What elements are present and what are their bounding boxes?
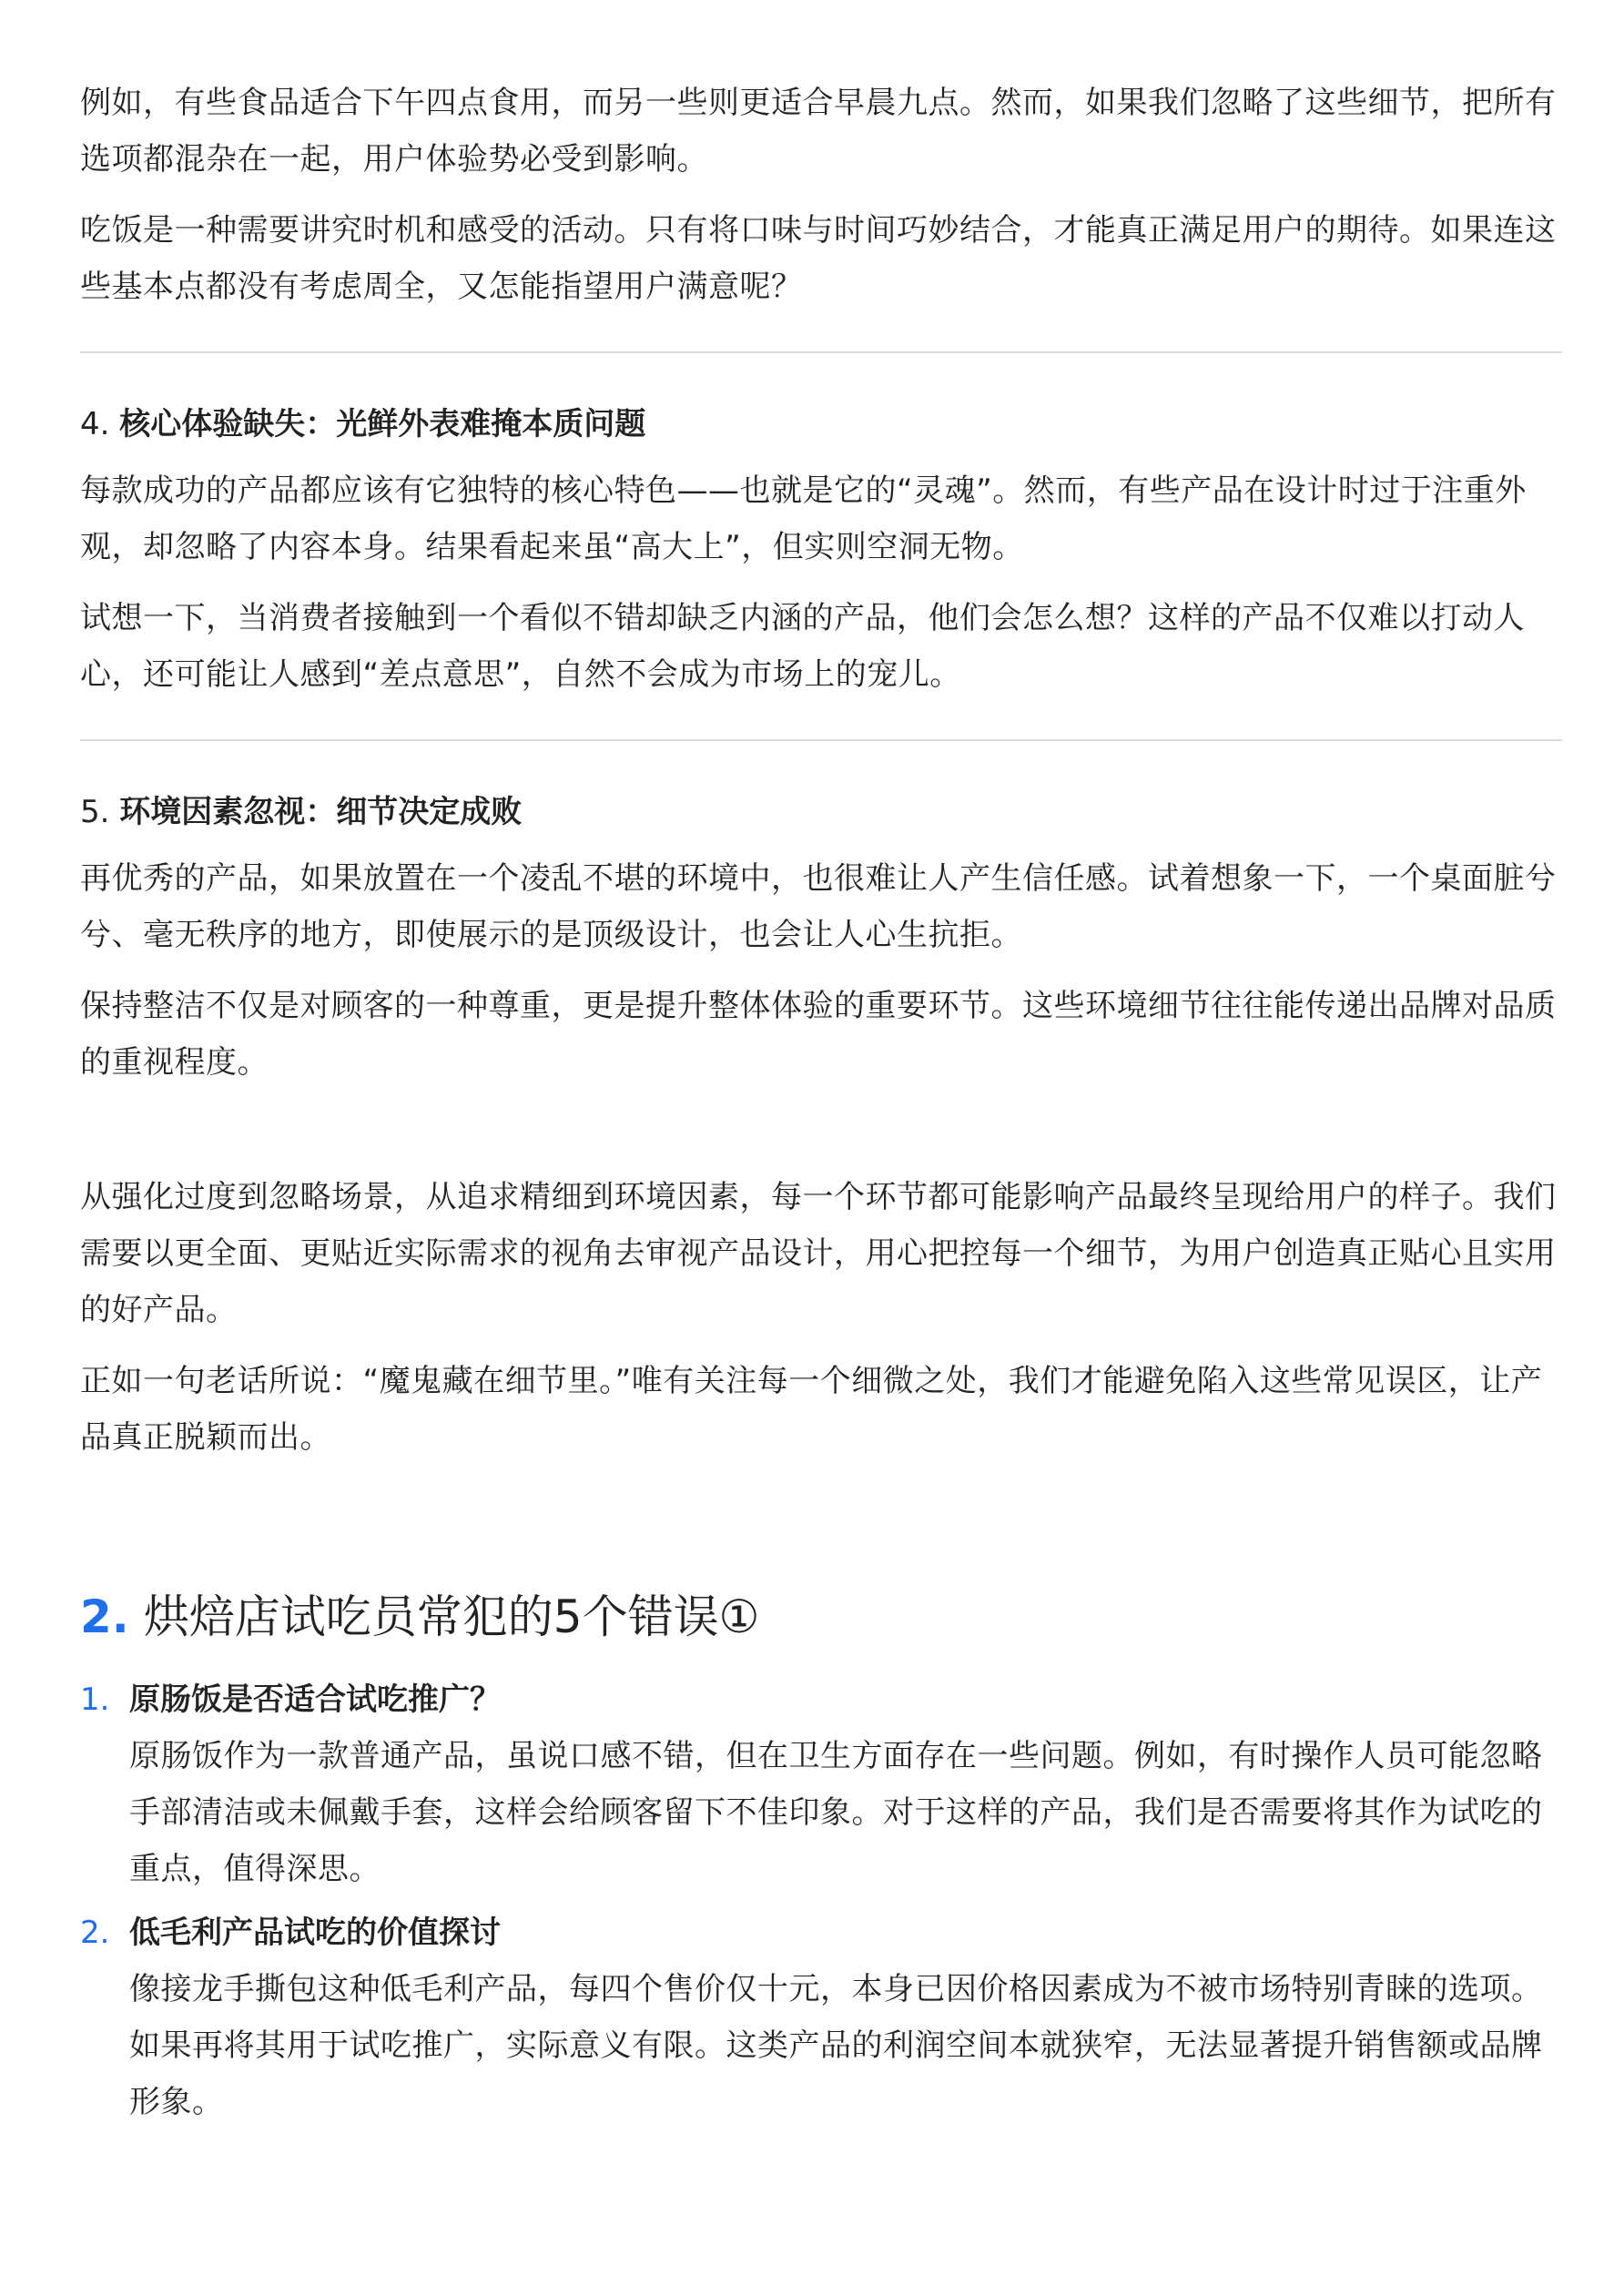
section-4-title: 核心体验缺失：光鲜外表难掩本质问题 — [119, 406, 646, 442]
list-item — [80, 1905, 1562, 2130]
section-4-paragraph-2: 试想一下，当消费者接触到一个看似不错却缺乏内涵的产品，他们会怎么想？这样的产品不仅难以打动人心，还可能让人感到“差点意思”，自然不会成为市场上的宠儿。 — [80, 600, 1525, 693]
intro-paragraph-2: 吃饭是一种需要讲究时机和感受的活动。只有将口味与时间巧妙结合，才能真正满足用户的期待。如果连这些基本点都没有考虑周全，又怎能指望用户满意呢？ — [80, 212, 1557, 305]
list-item-body: 像接龙手撕包这种低毛利产品，每四个售价仅十元，本身已因价格因素成为不被市场特别青睐的选项。如果再将其用于试吃推广，实际意义有限。这类产品的利润空间本就狭窄，无法显著提升销售额或品牌形象。 — [129, 1971, 1543, 2120]
chapter-2-number: 2. — [80, 1590, 129, 1643]
section-divider — [80, 351, 1562, 353]
chapter-2-title: 烘焙店试吃员常犯的5个错误① — [143, 1590, 760, 1643]
list-item-number: 2. — [80, 1915, 110, 1951]
conclusion-paragraph-2: 正如一句老话所说：“魔鬼藏在细节里。”唯有关注每一个细微之处，我们才能避免陷入这些常见误区，让产品真正脱颖而出。 — [80, 1363, 1543, 1456]
section-4-paragraph-1: 每款成功的产品都应该有它独特的核心特色——也就是它的“灵魂”。然而，有些产品在设计时过于注重外观，却忽略了内容本身。结果看起来虽“高大上”，但实则空洞无物。 — [80, 472, 1527, 565]
section-5-number: 5. — [80, 794, 110, 830]
intro-paragraph-1: 例如，有些食品适合下午四点食用，而另一些则更适合早晨九点。然而，如果我们忽略了这些细节，把所有选项都混杂在一起，用户体验势必受到影响。 — [80, 85, 1557, 178]
document-page — [80, 75, 1562, 2138]
list-item-title: 低毛利产品试吃的价值探讨 — [129, 1915, 501, 1951]
section-5-heading — [80, 785, 1562, 839]
section-5-paragraph-1: 再优秀的产品，如果放置在一个凌乱不堪的环境中，也很难让人产生信任感。试着想象一下，一个桌面脏兮兮、毫无秩序的地方，即使展示的是顶级设计，也会让人心生抗拒。 — [80, 860, 1557, 953]
section-divider — [80, 739, 1562, 741]
list-item-number: 1. — [80, 1681, 110, 1718]
list-item-body: 原肠饭作为一款普通产品，虽说口感不错，但在卫生方面存在一些问题。例如，有时操作人员可能忽略手部清洁或未佩戴手套，这样会给顾客留下不佳印象。对于这样的产品，我们是否需要将其作为试吃的重点，值得深思。 — [129, 1738, 1543, 1887]
list-item — [80, 1671, 1562, 1897]
section-5-title: 环境因素忽视：细节决定成败 — [119, 794, 523, 830]
list-item-title: 原肠饭是否适合试吃推广？ — [129, 1681, 501, 1718]
conclusion-paragraph-1: 从强化过度到忽略场景，从追求精细到环境因素，每一个环节都可能影响产品最终呈现给用户的样子。我们需要以更全面、更贴近实际需求的视角去审视产品设计，用心把控每一个细节，为用户创造真正贴心且实用的好产品。 — [80, 1179, 1557, 1328]
chapter-2-heading — [80, 1580, 1562, 1653]
section-4-heading — [80, 397, 1562, 452]
section-4-number: 4. — [80, 406, 110, 442]
section-5-paragraph-2: 保持整洁不仅是对顾客的一种尊重，更是提升整体体验的重要环节。这些环境细节往往能传递出品牌对品质的重视程度。 — [80, 988, 1557, 1081]
